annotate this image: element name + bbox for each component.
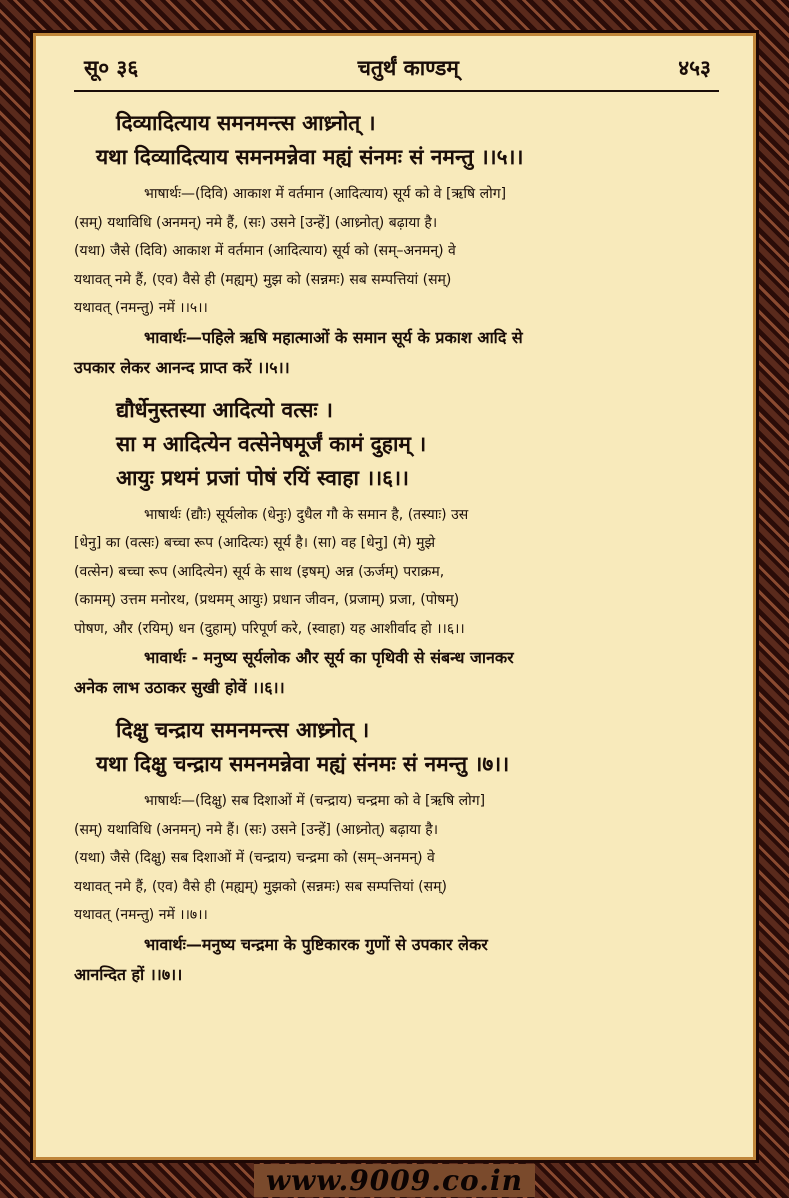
verse6-line1: द्यौर्धेनुस्तस्या आदित्यो वत्सः । (116, 397, 333, 422)
page-header (74, 54, 719, 82)
gloss-line: (सम्) यथाविधि (अनमन्) नमे हैं। (सः) उसने [उन्हें] (आध्र्नोत्) बढ़ाया है। (74, 821, 439, 838)
verse5-line1: दिव्यादित्याय समनमन्त्स आध्र्नोत् । (116, 111, 376, 135)
header-rule (74, 90, 719, 92)
bhava-line: भावार्थः—मनुष्य चन्द्रमा के पुष्टिकारक गुणों से उपकार लेकर (144, 934, 488, 954)
gloss-line: यथावत् नमे हैं, (एव) वैसे ही (मह्यम्) मुझको (सन्नमः) सब सम्पत्तियां (सम्) (74, 878, 447, 895)
footer (0, 1163, 789, 1198)
bhava-line: अनेक लाभ उठाकर सुखी होवें ।।६।। (74, 678, 285, 697)
gloss-line: (कामम्) उत्तम मनोरथ, (प्रथमम् आयुः) प्रधान जीवन, (प्रजाम्) प्रजा, (पोषम्) (74, 592, 460, 608)
gloss7 (74, 787, 719, 930)
bhava-line: उपकार लेकर आनन्द प्राप्त करें ।।५।। (74, 357, 290, 377)
verse6-line2: सा म आदित्येन वत्सेनेषमूर्जं कामं दुहाम् । (116, 431, 427, 456)
bhava-line: आनन्दित हों ।।७।। (74, 964, 183, 984)
bhava-line: भावार्थः—पहिले ऋषि महात्माओं के समान सूर्य के प्रकाश आदि से (144, 327, 523, 347)
gloss-line: [धेनु] का (वत्सः) बच्चा रूप (आदित्यः) सूर्य है। (सा) वह [धेनु] (मे) मुझे (74, 535, 436, 551)
bhava-line: भावार्थः - मनुष्य सूर्यलोक और सूर्य का पृथिवी से संबन्ध जानकर (144, 648, 514, 667)
verse7-line1: दिक्षु चन्द्राय समनमन्त्स आध्र्नोत् । (116, 718, 370, 742)
bhava6 (74, 643, 719, 703)
gloss-line: भाषार्थः (द्यौः) सूर्यलोक (धेनुः) दुधैल गौ के समान है, (तस्याः) उस (144, 506, 469, 523)
website-link[interactable]: www.9009.co.in (254, 1164, 535, 1197)
verse5-line2: यथा दिव्यादित्याय समनमन्नेवा मह्यं संनमः सं नमन्तु ।।५।। (96, 145, 524, 169)
gloss-line: भाषार्थः—(दिक्षु) सब दिशाओं में (चन्द्राय) चन्द्रमा को वे [ऋषि लोग] (144, 793, 486, 809)
verse7-line2: यथा दिक्षु चन्द्राय समनमन्नेवा मह्यं संनमः सं नमन्तु ।७।। (96, 752, 510, 776)
gloss-line: यथावत् (नमन्तु) नमें ।।५।। (74, 300, 208, 316)
bhava5 (74, 323, 719, 383)
page-number: ४५३ (678, 55, 711, 80)
gloss6 (74, 501, 719, 644)
gloss-line: यथावत् नमे हैं, (एव) वैसे ही (मह्यम्) मुझ को (सन्नमः) सब सम्पत्तियां (सम्) (74, 271, 452, 288)
gloss-line: (यथा) जैसे (दिवि) आकाश में वर्तमान (आदित्याय) सूर्य को (सम्–अनमन्) वे (74, 243, 456, 259)
section-title: चतुर्थं काण्डम् (357, 55, 459, 80)
gloss5 (74, 180, 719, 323)
verse6-line3: आयुः प्रथमं प्रजां पोषं रयिं स्वाहा ।।६।। (116, 465, 409, 490)
gloss-line: (सम्) यथाविधि (अनमन्) नमे हैं, (सः) उसने [उन्हें] (आध्र्नोत्) बढ़ाया है। (74, 214, 438, 231)
sutra-number: सू० ३६ (84, 55, 139, 80)
gloss-line: यथावत् (नमन्तु) नमें ।।७।। (74, 907, 208, 923)
gloss-line: (यथा) जैसे (दिक्षु) सब दिशाओं में (चन्द्राय) चन्द्रमा को (सम्–अनमन्) वे (74, 850, 435, 866)
book-page (36, 36, 753, 1157)
gloss-line: पोषण, और (रयिम्) धन (दुहाम्) परिपूर्ण करे, (स्वाहा) यह आशीर्वाद हो ।।६।। (74, 620, 465, 637)
gloss-line: (वत्सेन) बच्चा रूप (आदित्येन) सूर्य के साथ (इषम्) अन्न (ऊर्जम्) पराक्रम, (74, 563, 445, 580)
bhava7 (74, 930, 719, 990)
gloss-line: भाषार्थः—(दिवि) आकाश में वर्तमान (आदित्याय) सूर्य को वे [ऋषि लोग] (144, 186, 507, 202)
